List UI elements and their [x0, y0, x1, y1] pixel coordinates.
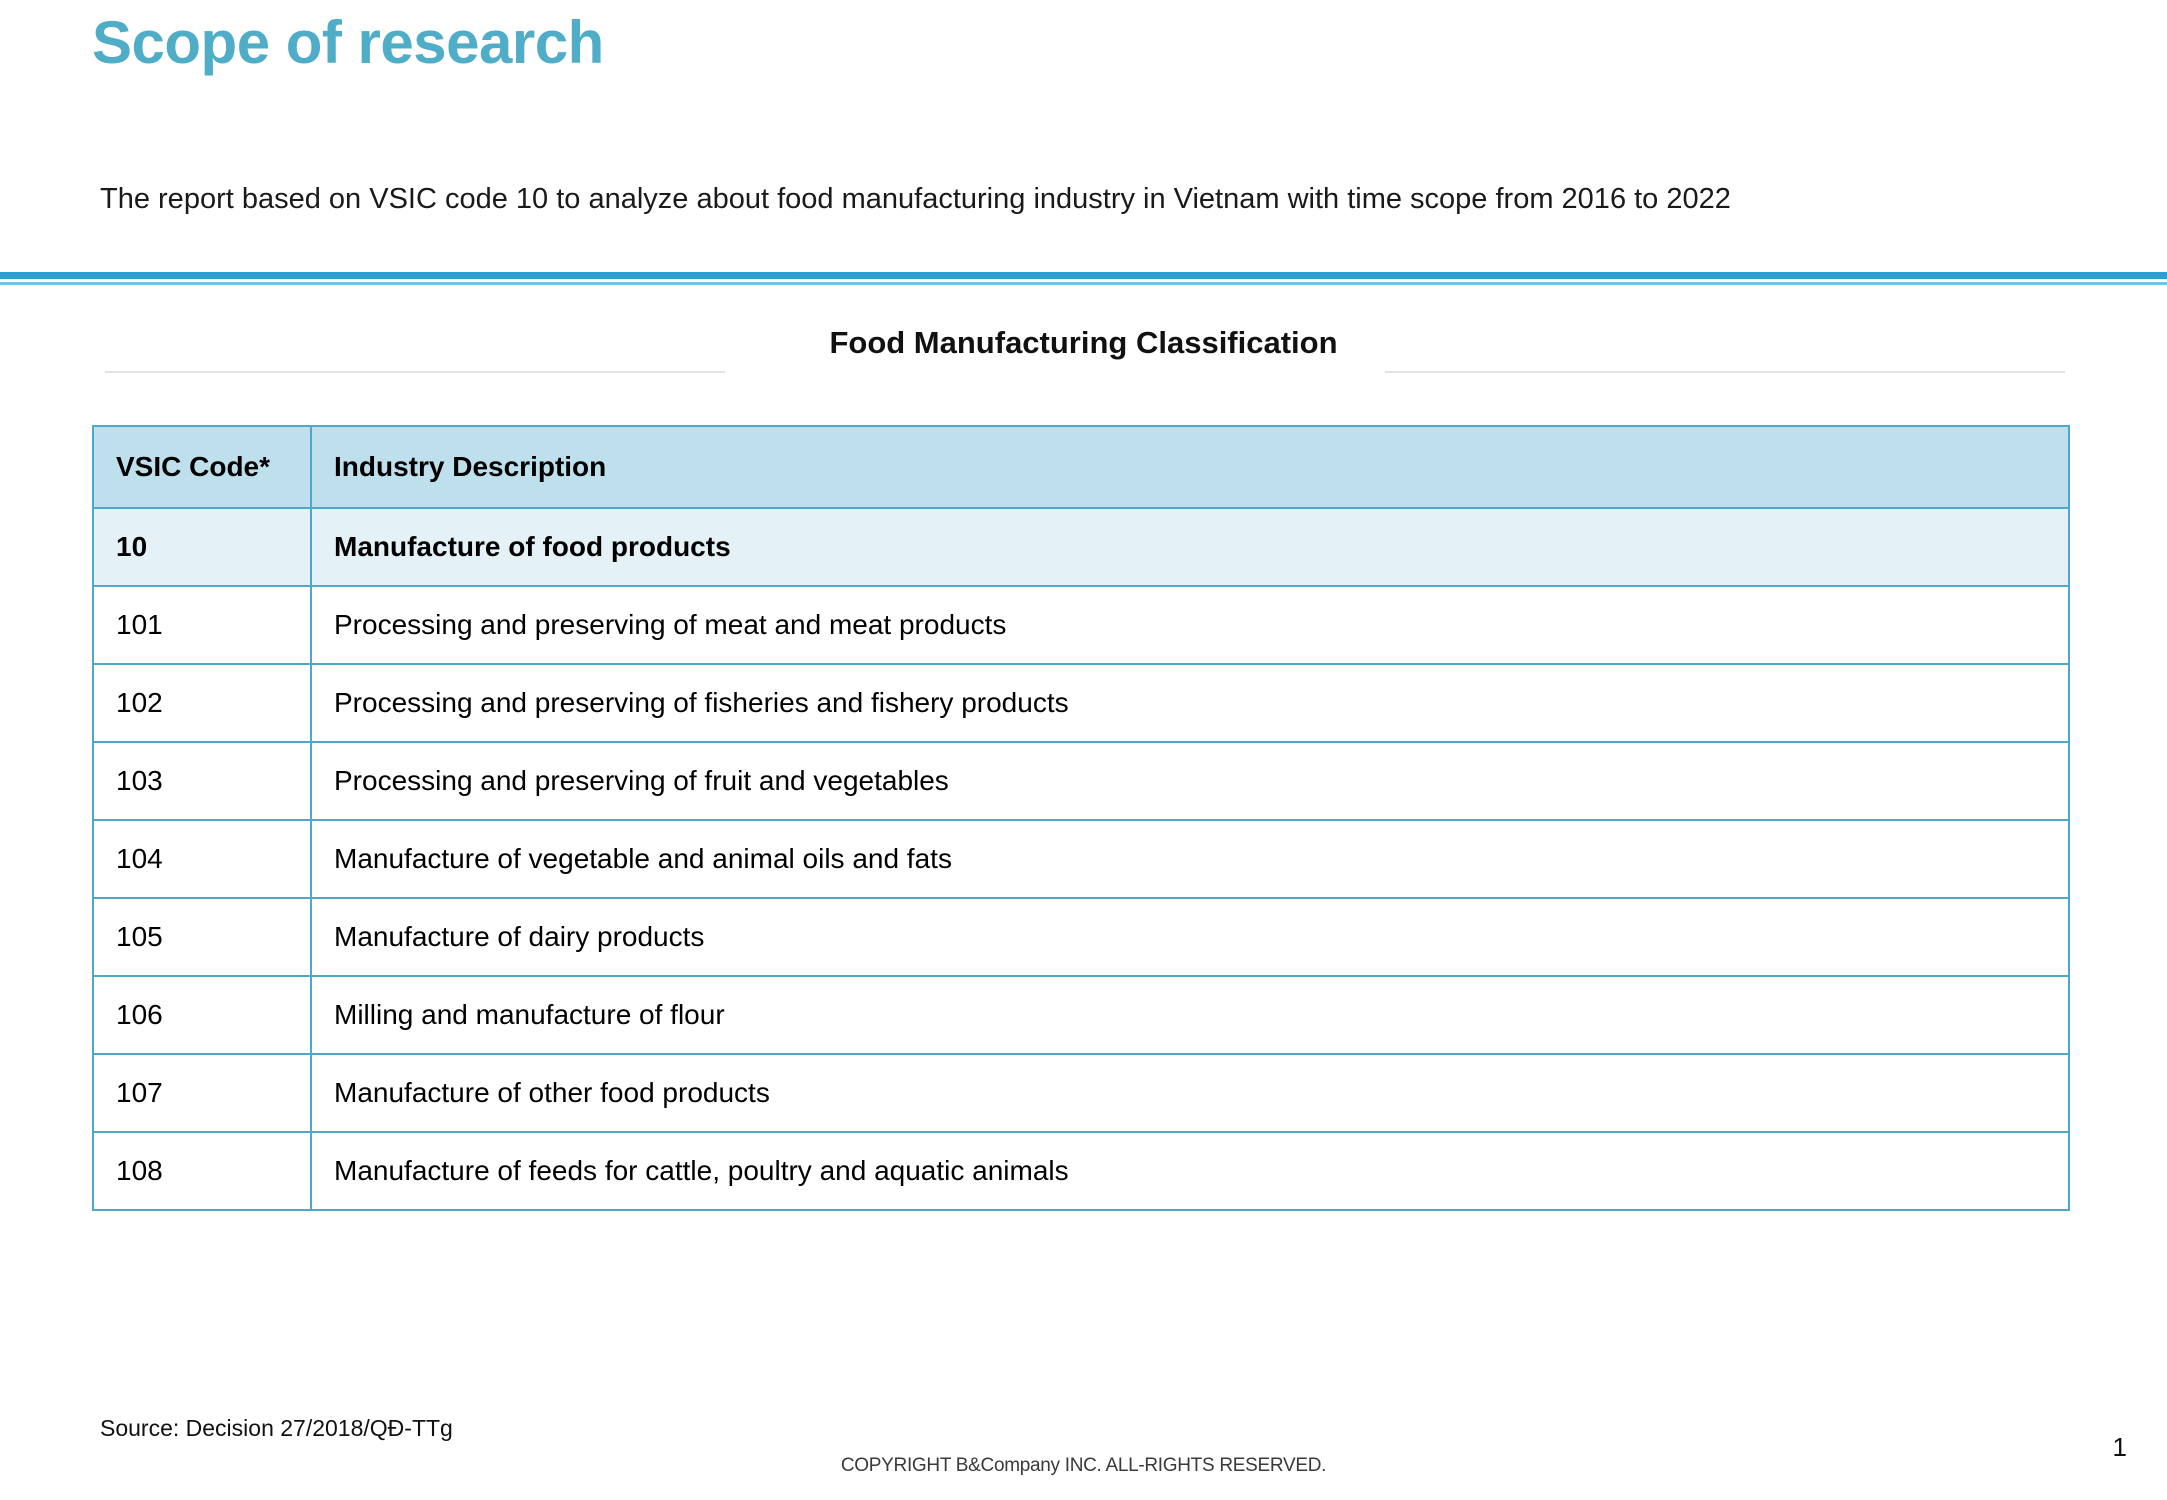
cell-code: 102	[93, 664, 311, 742]
cell-description: Processing and preserving of fisheries and fishery products	[311, 664, 2069, 742]
divider-thick	[0, 272, 2167, 279]
table-row	[93, 664, 2069, 742]
section-rule-left	[105, 371, 725, 373]
cell-code: 10	[93, 508, 311, 586]
column-header-industry-description: Industry Description	[311, 426, 2069, 508]
section-title: Food Manufacturing Classification	[829, 325, 1338, 360]
divider-thin	[0, 282, 2167, 285]
cell-code: 101	[93, 586, 311, 664]
table-row	[93, 508, 2069, 586]
table-row	[93, 742, 2069, 820]
cell-description: Manufacture of feeds for cattle, poultry and aquatic animals	[311, 1132, 2069, 1210]
cell-code: 103	[93, 742, 311, 820]
cell-description: Processing and preserving of fruit and vegetables	[311, 742, 2069, 820]
table-row	[93, 1054, 2069, 1132]
cell-description: Processing and preserving of meat and meat products	[311, 586, 2069, 664]
cell-description: Manufacture of food products	[311, 508, 2069, 586]
slide-subtitle: The report based on VSIC code 10 to analyze about food manufacturing industry in Vietnam with time scope from 2016 to 2022	[100, 183, 1731, 215]
cell-description: Manufacture of other food products	[311, 1054, 2069, 1132]
cell-code: 105	[93, 898, 311, 976]
cell-code: 106	[93, 976, 311, 1054]
cell-code: 107	[93, 1054, 311, 1132]
section-rule-right	[1385, 371, 2065, 373]
table-row	[93, 976, 2069, 1054]
cell-description: Manufacture of dairy products	[311, 898, 2069, 976]
page-title: Scope of research	[92, 9, 604, 76]
table-row	[93, 1132, 2069, 1210]
cell-description: Milling and manufacture of flour	[311, 976, 2069, 1054]
table-row	[93, 586, 2069, 664]
header-divider	[0, 272, 2167, 285]
column-header-vsic-code: VSIC Code*	[93, 426, 311, 508]
table-body	[93, 508, 2069, 1210]
cell-code: 104	[93, 820, 311, 898]
source-note: Source: Decision 27/2018/QĐ-TTg	[100, 1415, 453, 1441]
cell-description: Manufacture of vegetable and animal oils and fats	[311, 820, 2069, 898]
copyright-notice: COPYRIGHT B&Company INC. ALL-RIGHTS RESERVED.	[840, 1455, 1327, 1476]
table-row	[93, 820, 2069, 898]
page-number: 1	[2112, 1432, 2127, 1462]
classification-table	[92, 425, 2070, 1211]
table-row	[93, 898, 2069, 976]
table-header-row	[93, 426, 2069, 508]
cell-code: 108	[93, 1132, 311, 1210]
